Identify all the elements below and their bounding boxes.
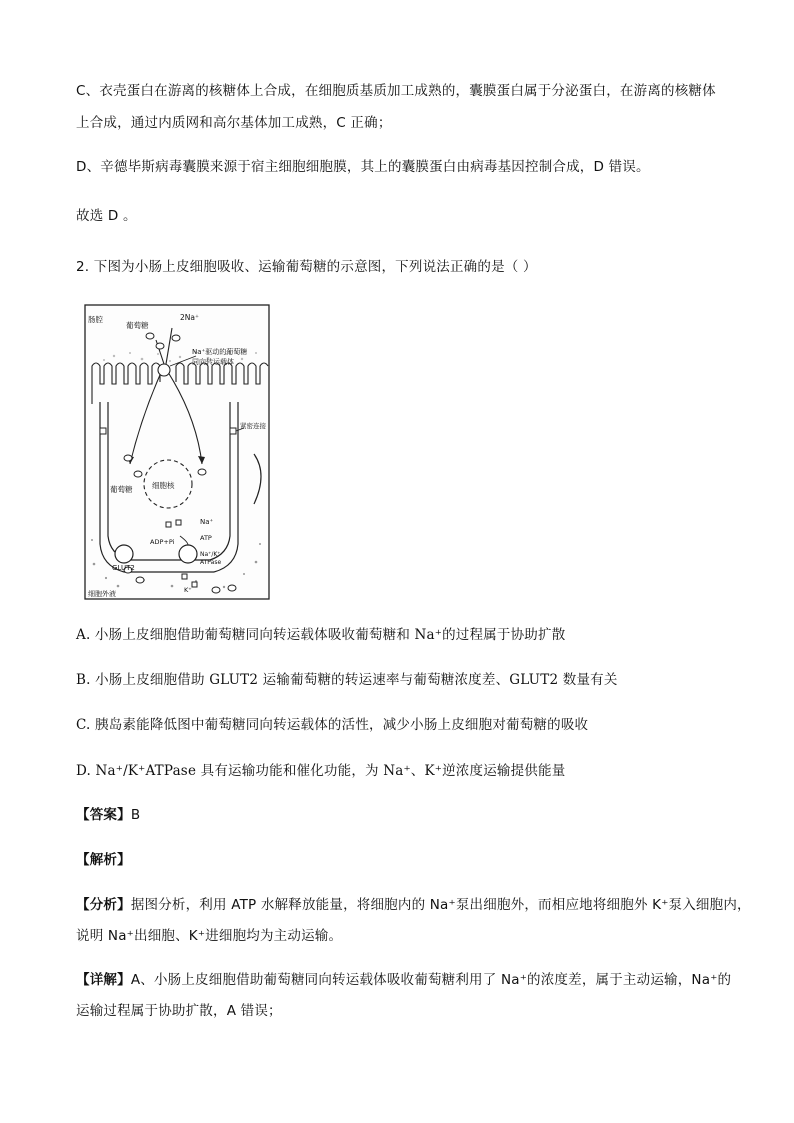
label-na-inner: Na⁺ (200, 518, 214, 526)
option-b: B. 小肠上皮细胞借助 GLUT2 运输葡萄糖的转运速率与葡萄糖浓度差、GLUT2 数量有关 (76, 672, 618, 688)
label-glucose-top: 葡萄糖 (126, 321, 149, 330)
label-glucose-inner: 葡萄糖 (110, 485, 133, 494)
label-extracellular: 细胞外液 (88, 590, 116, 598)
label-pump-1: Na⁺/K⁺ (200, 551, 221, 558)
question-stem: 2. 下图为小肠上皮细胞吸收、运输葡萄糖的示意图，下列说法正确的是（ ） (76, 259, 537, 275)
answer-line (76, 805, 140, 825)
solution-c-line-2: 上合成，通过内质网和高尔基体加工成熟，C 正确； (76, 115, 392, 131)
option-d: D. Na⁺/K⁺ATPase 具有运输功能和催化功能，为 Na⁺、K⁺逆浓度运输提供能量 (76, 763, 566, 779)
label-glut2: GLUT2 (112, 564, 135, 572)
na-k-pump (179, 545, 197, 563)
label-cotransporter-1: Na⁺驱动的葡萄糖 (192, 348, 248, 356)
fenxi-line-2: 说明 Na⁺出细胞、K⁺进细胞均为主动运输。 (76, 928, 343, 944)
xiangjie-tag: 【详解】 (76, 972, 131, 988)
answer-value: B (130, 807, 141, 823)
label-nucleus: 细胞核 (152, 481, 175, 490)
answer-tag: 【答案】 (76, 807, 131, 823)
fenxi-text-1: 据图分析，利用 ATP 水解释放能量，将细胞内的 Na⁺泵出细胞外，而相应地将细胞外 K⁺泵入细胞内， (130, 897, 751, 913)
xiangjie-text-1: A、小肠上皮细胞借助葡萄糖同向转运载体吸收葡萄糖利用了 Na⁺的浓度差，属于主动运输，Na⁺的 (130, 972, 732, 988)
label-adp: ADP+Pi (150, 538, 175, 546)
cotransporter (158, 364, 170, 376)
analysis-line (76, 850, 131, 870)
label-atp: ATP (200, 534, 212, 542)
choose-line: 故选 D 。 (76, 208, 137, 224)
intestinal-cell-diagram (84, 304, 270, 600)
label-k: K⁺ (184, 586, 192, 594)
fenxi-line-1 (76, 895, 751, 915)
glut2-carrier (115, 545, 133, 563)
xiangjie-line-1 (76, 970, 731, 990)
solution-c-line-1: C、衣壳蛋白在游离的核糖体上合成，在细胞质基质加工成熟的，囊膜蛋白属于分泌蛋白，在游离的核糖体 (76, 83, 716, 99)
solution-d-line: D、辛德毕斯病毒囊膜来源于宿主细胞细胞膜，其上的囊膜蛋白由病毒基因控制合成，D 错误。 (76, 159, 650, 175)
label-pump-2: ATPase (200, 559, 222, 566)
option-c: C. 胰岛素能降低图中葡萄糖同向转运载体的活性，减少小肠上皮细胞对葡萄糖的吸收 (76, 717, 589, 733)
analysis-tag: 【解析】 (76, 852, 131, 868)
fenxi-tag: 【分析】 (76, 897, 131, 913)
option-a: A. 小肠上皮细胞借助葡萄糖同向转运载体吸收葡萄糖和 Na⁺的过程属于协助扩散 (76, 627, 566, 643)
label-lumen: 肠腔 (88, 315, 103, 324)
label-cotransporter-2: 同向转运载体 (192, 358, 234, 366)
label-2na: 2Na⁺ (180, 313, 199, 322)
xiangjie-line-2: 运输过程属于协助扩散，A 错误； (76, 1003, 282, 1019)
label-tight-junction: 紧密连接 (240, 422, 266, 430)
